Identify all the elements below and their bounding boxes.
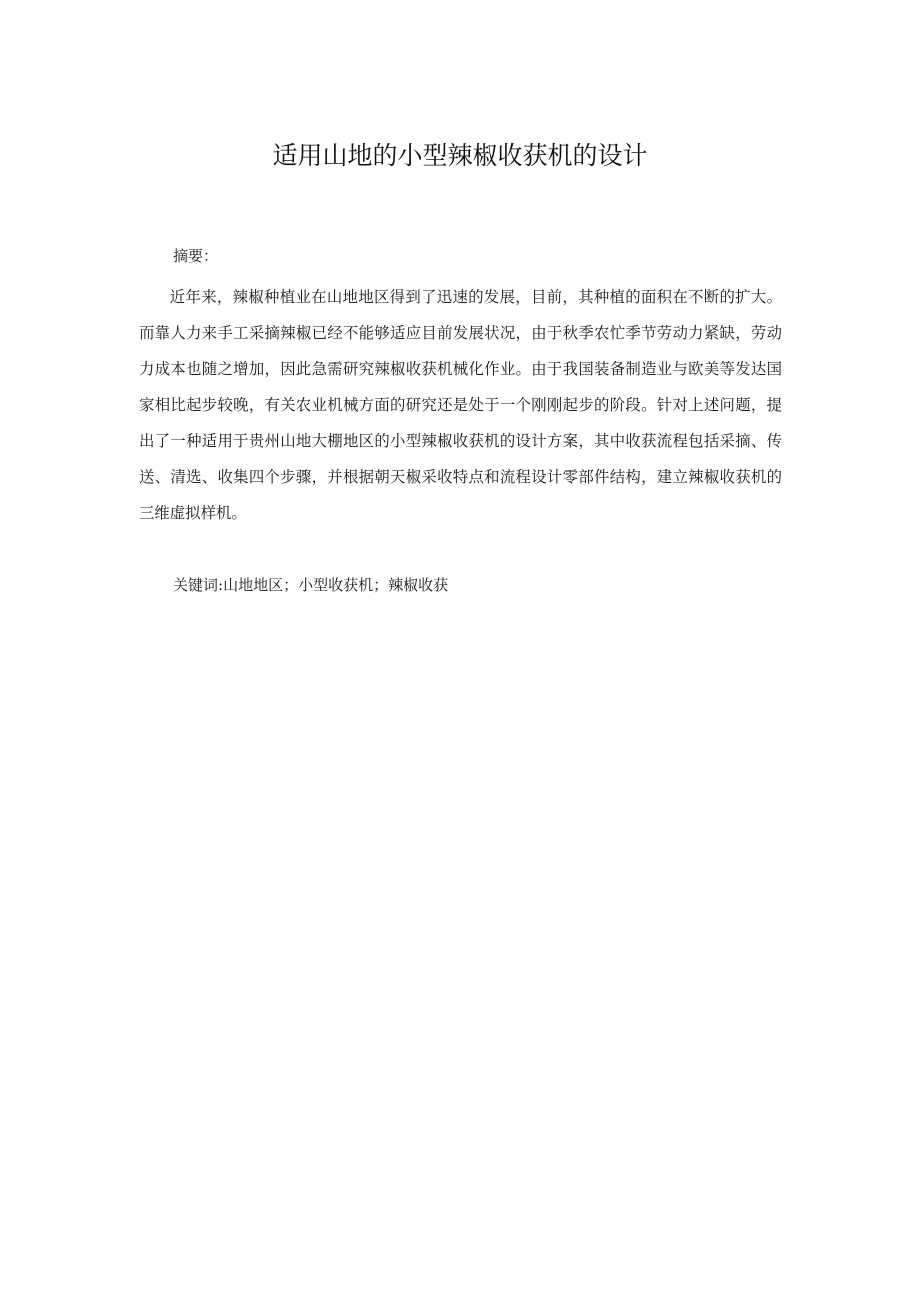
abstract-label: 摘要： xyxy=(173,247,219,265)
keywords-label: 关键词: xyxy=(173,576,224,594)
keywords-line xyxy=(173,574,448,596)
abstract-body: 近年来，辣椒种植业在山地地区得到了迅速的发展，目前，其种植的面积在不断的扩大。而靠人力来手工采摘辣椒已经不能够适应目前发展状况，由于秋季农忙季节劳动力紧缺，劳动力成本也随之增加，因此急需研究辣椒收获机械化作业。由于我国装备制造业与欧美等发达国家相比起步较晚，有关农业机械方面的研究还是处于一个刚刚起步的阶段。针对上述问题，提出了一种适用于贵州山地大棚地区的小型辣椒收获机的设计方案，其中收获流程包括采摘、传送、清选、收集四个步骤，并根据朝天椒采收特点和流程设计零部件结构，建立辣椒收获机的三维虚拟样机。 xyxy=(139,288,782,522)
document-title: 适用山地的小型辣椒收获机的设计 xyxy=(272,141,648,170)
keywords-text: 山地地区；小型收获机；辣椒收获 xyxy=(223,576,449,594)
